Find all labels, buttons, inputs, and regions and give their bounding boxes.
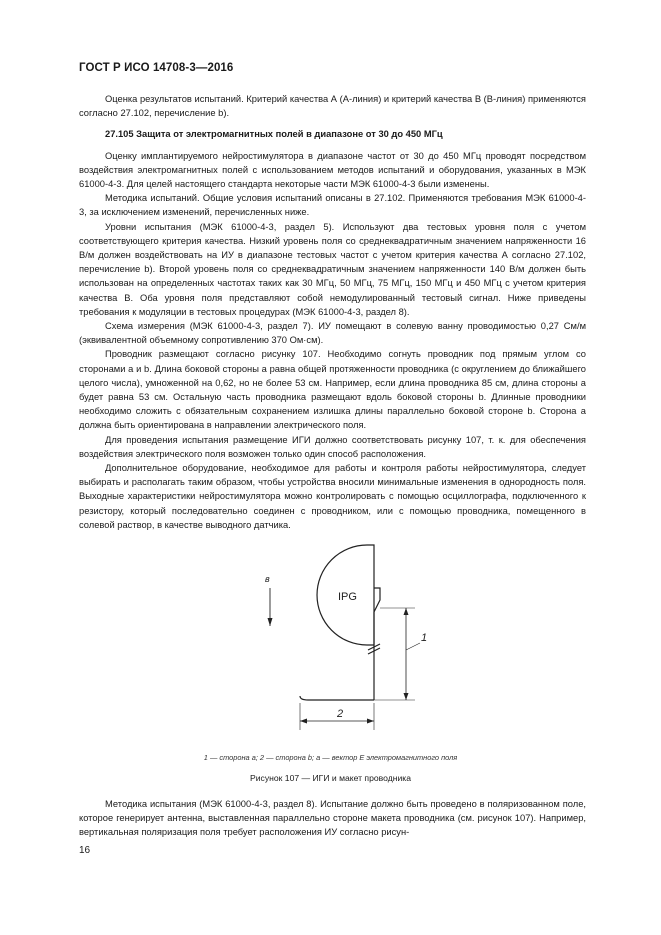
section-heading: 27.105 Защита от электромагнитных полей в диапазоне от 30 до 450 МГц: [105, 129, 443, 140]
figure-legend: 1 — сторона а; 2 — сторона b; а — вектор Е электромагнитного поля: [203, 753, 458, 762]
page-number: 16: [79, 845, 91, 856]
text-block-bottom: [79, 797, 586, 840]
conductor-side-b: [300, 696, 374, 700]
paragraph: Методика испытаний. Общие условия испытаний описаны в 27.102. Применяются требования МЭК 61000-4-3, за исключением изменений, перечисленных ниже.: [79, 193, 586, 218]
paragraph: Дополнительное оборудование, необходимое для работы и контроля работы нейростимулятора, следует выбирать и располагать таким образом, чтобы устройства вносили минимальные изменения в однородность поля. Выходные характеристики нейростимулятора можно контролировать с помощью осциллографа, подключенного к резистору, который последовательно соединен с проводником, или с помощью проводника, помещенного в солевой раствор, в качестве выводного датчика.: [79, 463, 586, 530]
paragraph: Оценка результатов испытаний. Критерий качества А (А-линия) и критерий качества В (В-линия) применяются согласно 27.102, перечисление b).: [79, 94, 586, 119]
paragraph: Методика испытания (МЭК 61000-4-3, раздел 8). Испытание должно быть проведено в поляризованном поле, которое генерирует антенна, выставленная параллельно стороне макета проводника (см. рисунок 107). Например, вертикальная поляризация поля требует расположения ИУ согласно рисун-: [79, 799, 586, 838]
text-block-top: [79, 92, 586, 532]
arrow-label: в: [265, 574, 270, 584]
figure-107: [240, 540, 440, 755]
leader-line-1: [406, 643, 420, 650]
paragraph: Для проведения испытания размещение ИГИ должно соответствовать рисунку 107, т. к. для обеспечения воздействия электрического поля возможен только один способ расположения.: [79, 434, 586, 459]
document-header: ГОСТ Р ИСО 14708-3—2016: [79, 62, 234, 74]
paragraph: Схема измерения (МЭК 61000-4-3, раздел 7). ИУ помещают в солевую ванну проводимостью 0,27 См/м (эквивалентной объемному сопротивлению 370 Ом·см).: [79, 321, 586, 346]
lead-connector: [374, 588, 380, 645]
dimension-label-1: 1: [421, 632, 428, 644]
dimension-label-2: 2: [337, 708, 344, 720]
figure-caption: Рисунок 107 — ИГИ и макет проводника: [249, 773, 411, 783]
ipg-label: IPG: [338, 591, 357, 603]
paragraph: Проводник размещают согласно рисунку 107. Необходимо согнуть проводник под прямым углом со сторонами а и b. Длина боковой стороны а равна общей протяженности проводника (с округлением до ближайшего целого числа), умноженной на 0,62, но не более 53 см. Например, если длина проводника 85 см, длина стороны а будет равна 53 см. Остальную часть проводника размещают вдоль боковой стороны b. Длинные проводники необходимо сложить с обязательным сохранением излишка длины параллельно боковой стороне b. Сторона а должна быть ориентирована в направлении электрического поля.: [79, 349, 586, 431]
paragraph: Оценку имплантируемого нейростимулятора в диапазоне частот от 30 до 450 МГц проводят посредством воздействия электромагнитных полей с использованием методов испытаний и оборудования, указанных в МЭК 61000-4-3. Для целей настоящего стандарта некоторые части МЭК 61000-4-3 были изменены.: [79, 150, 586, 190]
paragraph: Уровни испытания (МЭК 61000-4-3, раздел 5). Используют два тестовых уровня поля с учетом соответствующего критерия качества. Низкий уровень поля со среднеквадратичным значением напряженности 16 В/м должен воздействовать на ИУ в диапазоне тестовых частот с учетом критерия качества А согласно 27.102, перечисление b). Второй уровень поля со среднеквадратичным значением напряженности 140 В/м должен быть использован на определенных частотах таких как 30 МГц, 50 МГц, 75 МГц, 150 МГц и 450 МГц с учетом критерия качества В. Оба уровня поля представляют собой немодулированный тестовый сигнал. Ниже приведены требования к модуляции в тестовых процедурах (МЭК 61000-4-3, раздел 8).: [79, 221, 586, 317]
